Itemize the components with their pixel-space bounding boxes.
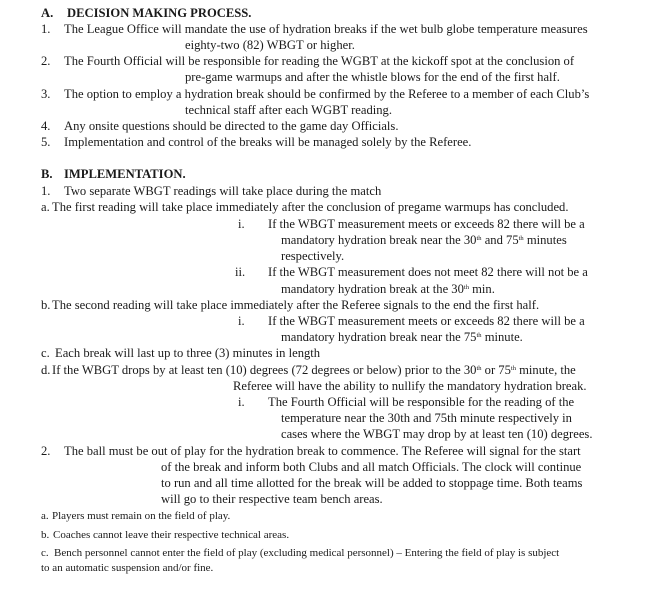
b-item-1-number: 1. bbox=[41, 184, 51, 198]
coaches-rule-text: Coaches cannot leave their respective technical areas. bbox=[53, 529, 290, 541]
bench-rule-line-2: to an automatic suspension and/or fine. bbox=[41, 562, 214, 574]
a-item-3-number: 3. bbox=[41, 87, 51, 101]
a-item-4-number: 4. bbox=[41, 119, 51, 133]
sub-b-i-line-2: mandatory hydration break near the 75th minute. bbox=[281, 330, 523, 344]
sub-d-i-line-2: temperature near the 30th and 75th minute respectively in bbox=[281, 411, 572, 425]
a-item-3-line-1: The option to employ a hydration break should be confirmed by the Referee to a member of each Club’s bbox=[64, 87, 590, 101]
sub-d-i-number: i. bbox=[238, 395, 245, 409]
a-item-1-line-1: The League Office will mandate the use of hydration breaks if the wet bulb globe temperature measures bbox=[64, 22, 588, 36]
sub-a-label: a. bbox=[41, 200, 50, 214]
sub-d-label: d. bbox=[41, 363, 51, 377]
bench-rule-line-1: Bench personnel cannot enter the field of play (excluding medical personnel) – Entering the field of play is subject bbox=[54, 547, 560, 559]
a-item-4-text: Any onsite questions should be directed to the game day Officials. bbox=[64, 119, 399, 133]
sub-d-line-1: If the WBGT drops by at least ten (10) degrees (72 degrees or below) prior to the 30th or 75th minute, the bbox=[52, 363, 576, 377]
b-item-2-line-2: of the break and inform both Clubs and all match Officials. The clock will continue bbox=[161, 460, 582, 474]
b-item-2-line-3: to run and all time allotted for the break will be added to stoppage time. Both teams bbox=[161, 476, 583, 490]
sub-b-label: b. bbox=[41, 298, 51, 312]
sub-a-i-line-3: respectively. bbox=[281, 249, 345, 263]
a-item-5-text: Implementation and control of the breaks will be managed solely by the Referee. bbox=[64, 135, 472, 149]
sub-d-i-line-1: The Fourth Official will be responsible for the reading of the bbox=[268, 395, 575, 409]
sub-a-i-number: i. bbox=[238, 217, 245, 231]
section-b-label: B. bbox=[41, 167, 53, 181]
sub-b-i-line-1: If the WBGT measurement meets or exceeds 82 there will be a bbox=[268, 314, 585, 328]
sub-b-i-number: i. bbox=[238, 314, 245, 328]
sub-c-label: c. bbox=[41, 346, 50, 360]
a-item-1-line-2: eighty-two (82) WBGT or higher. bbox=[185, 38, 355, 52]
sub-a-i-line-2: mandatory hydration break near the 30th and 75th minutes bbox=[281, 233, 567, 247]
a-item-2-line-1: The Fourth Official will be responsible for reading the WGBT at the kickoff spot at the conclusion of bbox=[64, 54, 575, 68]
a-item-1-number: 1. bbox=[41, 22, 51, 36]
sub-d-line-2: Referee will have the ability to nullify the mandatory hydration break. bbox=[233, 379, 587, 393]
a-item-2-number: 2. bbox=[41, 54, 51, 68]
b-item-2-line-4: will go to their respective team bench areas. bbox=[161, 492, 383, 506]
b-item-2-number: 2. bbox=[41, 444, 51, 458]
players-rule-text: Players must remain on the field of play. bbox=[52, 510, 231, 522]
sub-d-i-line-3: cases where the WBGT may drop by at least ten (10) degrees. bbox=[281, 427, 593, 441]
players-rule-label: a. bbox=[41, 510, 49, 522]
b-item-2-line-1: The ball must be out of play for the hydration break to commence. The Referee will signal for the start bbox=[64, 444, 581, 458]
sub-c-text: Each break will last up to three (3) minutes in length bbox=[55, 346, 321, 360]
a-item-2-line-2: pre-game warmups and after the whistle blows for the end of the first half. bbox=[185, 70, 560, 84]
section-a-label: A. bbox=[41, 6, 54, 20]
sub-a-text: The first reading will take place immediately after the conclusion of pregame warmups has concluded. bbox=[52, 200, 569, 214]
coaches-rule-label: b. bbox=[41, 529, 50, 541]
sub-a-ii-line-1: If the WBGT measurement does not meet 82 there will not be a bbox=[268, 265, 588, 279]
sub-a-i-line-1: If the WBGT measurement meets or exceeds 82 there will be a bbox=[268, 217, 585, 231]
sub-a-ii-line-2: mandatory hydration break at the 30th min. bbox=[281, 282, 495, 296]
sub-b-text: The second reading will take place immediately after the Referee signals to the end the first half. bbox=[52, 298, 540, 312]
bench-rule-label: c. bbox=[41, 547, 49, 559]
a-item-5-number: 5. bbox=[41, 135, 51, 149]
b-item-1-text: Two separate WBGT readings will take place during the match bbox=[64, 184, 382, 198]
a-item-3-line-2: technical staff after each WGBT reading. bbox=[185, 103, 393, 117]
section-a-title: DECISION MAKING PROCESS. bbox=[67, 6, 252, 20]
section-b-title: IMPLEMENTATION. bbox=[64, 167, 186, 181]
sub-a-ii-number: ii. bbox=[235, 265, 246, 279]
